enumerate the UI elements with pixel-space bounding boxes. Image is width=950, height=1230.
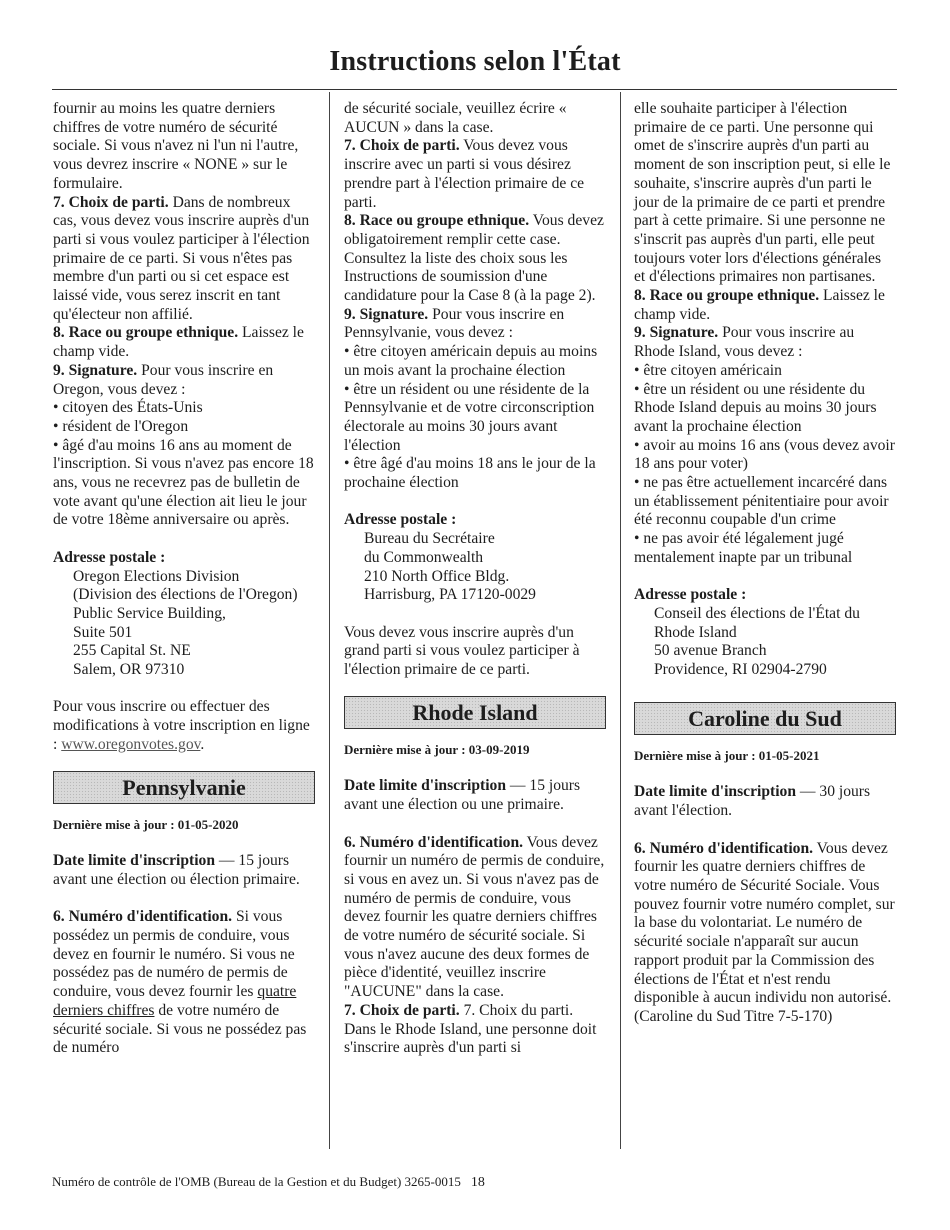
rhode-island-address: Conseil des élections de l'État du Rhode Island 50 avenue Branch Providence, RI 02904-2790 <box>654 604 860 679</box>
list-item: • résident de l'Oregon <box>53 417 189 435</box>
list-item: • ne pas avoir été légalement jugé mentalement inapte par un tribunal <box>634 530 853 566</box>
list-item: • être un résident ou une résidente du Rhode Island depuis au moins 30 jours avant la prochaine élection <box>634 380 877 435</box>
south-carolina-updated: Dernière mise à jour : 01-05-2021 <box>634 747 820 763</box>
list-item: • être un résident ou une résidente de la Pennsylvanie et de votre circonscription électorale au moins 30 jours avant l'élection <box>344 380 595 454</box>
list-item: • être citoyen américain <box>634 361 782 379</box>
page-footer <box>52 1174 485 1191</box>
pennsylvania-banner: Pennsylvanie <box>53 771 315 804</box>
column-1 <box>53 100 315 1058</box>
pennsylvania-signature: 9. Signature. Pour vous inscrire en Pennsylvanie, vous devez : <box>344 305 565 342</box>
pennsylvania-race: 8. Race ou groupe ethnique. Vous devez obligatoirement remplir cette case. Consultez la liste des choix sous les Instructions de soumission d'une candidature pour la Case 8 (à la page 2). <box>344 212 604 305</box>
column-divider-2 <box>620 92 621 1149</box>
pennsylvania-id: 6. Numéro d'identification. Si vous possédez un permis de conduire, vous devez en fournir le numéro. Si vous ne possédez pas de numéro de permis de conduire, vous devez fournir les quatre derniers chiffres de votre numéro de sécurité sociale. Si vous ne possédez pas de numéro <box>53 908 307 1057</box>
oregon-race: 8. Race ou groupe ethnique. Laissez le champ vide. <box>53 324 304 361</box>
rhode-island-signature: 9. Signature. Pour vous inscrire au Rhode Island, vous devez : <box>634 324 855 361</box>
address-label: Adresse postale : <box>53 548 166 566</box>
oregon-online: Pour vous inscrire ou effectuer des modifications à votre inscription en ligne : www.oregonvotes.gov. <box>53 698 310 753</box>
south-carolina-banner: Caroline du Sud <box>634 702 896 735</box>
column-2 <box>344 100 606 1058</box>
oregon-votes-link[interactable]: www.oregonvotes.gov <box>61 735 201 753</box>
oregon-signature: 9. Signature. Pour vous inscrire en Oregon, vous devez : <box>53 361 274 398</box>
rhode-island-deadline: Date limite d'inscription — 15 jours avant une élection ou une primaire. <box>344 777 581 814</box>
oregon-party-choice: 7. Choix de parti. Dans de nombreux cas, vous devez vous inscrire auprès d'un parti si vous voulez participer à l'élection primaire de ce parti. Si vous n'êtes pas membre d'un parti ou si cet espace est laissé vide, vous serez inscrit en tant qu'électeur non affilié. <box>53 193 310 323</box>
south-carolina-deadline: Date limite d'inscription — 30 jours avant l'élection. <box>634 783 871 820</box>
list-item: • âgé d'au moins 16 ans au moment de l'inscription. Si vous n'avez pas encore 18 ans, vous ne recevrez pas de bulletin de vote avant qu'une élection ait lieu le jour de votre 18ème anniversaire ou après. <box>53 436 314 529</box>
omb-control-number: Numéro de contrôle de l'OMB (Bureau de la Gestion et du Budget) 3265-0015 <box>52 1174 461 1189</box>
rhode-island-party-cont: elle souhaite participer à l'élection primaire de ce parti. Une personne qui omet de s'inscrire auprès d'un parti au moment de son inscription peut, si elle le souhaite, s'inscrire auprès d'un parti le jour de la primaire de ce parti et prendre part à cette primaire. Si une personne ne s'inscrit pas auprès d'un parti, elle peut toujours voter lors d'élections générales et d'élections primaires non partisanes. <box>634 100 891 286</box>
pennsylvania-party-choice: 7. Choix de parti. Vous devez vous inscrire avec un parti si vous désirez prendre part à l'élection primaire de ce parti. <box>344 137 585 211</box>
rhode-island-race: 8. Race ou groupe ethnique. Laissez le champ vide. <box>634 287 885 323</box>
title-rule <box>52 89 897 90</box>
oregon-address: Oregon Elections Division (Division des élections de l'Oregon) Public Service Building, Suite 501 255 Capital St. NE Salem, OR 97310 <box>73 567 298 679</box>
pennsylvania-major-party: Vous devez vous inscrire auprès d'un grand parti si vous voulez participer à l'élection primaire de ce parti. <box>344 623 580 679</box>
page-title: Instructions selon l'État <box>329 46 621 77</box>
column-divider-1 <box>329 92 330 1149</box>
rhode-island-id: 6. Numéro d'identification. Vous devez fournir un numéro de permis de conduire, si vous en avez un. Si vous n'avez pas de numéro de permis de conduire, vous devez fournir les quatre derniers chiffres de votre numéro de sécurité sociale. Si vous n'avez aucune des deux formes de pièce d'identité, veuillez inscrire "AUCUNE" dans la case. <box>344 833 605 1001</box>
list-item: • ne pas être actuellement incarcéré dans un établissement pénitentiaire pour avoir été reconnu coupable d'un crime <box>634 474 889 529</box>
list-item: • être âgé d'au moins 18 ans le jour de la prochaine élection <box>344 455 596 492</box>
column-3 <box>634 100 896 1027</box>
pennsylvania-address: Bureau du Secrétaire du Commonwealth 210 North Office Bldg. Harrisburg, PA 17120-0029 <box>364 530 536 604</box>
pennsylvania-updated: Dernière mise à jour : 01-05-2020 <box>53 816 239 832</box>
address-label: Adresse postale : <box>634 586 747 604</box>
pennsylvania-deadline: Date limite d'inscription — 15 jours avant une élection ou élection primaire. <box>53 852 300 888</box>
rhode-island-updated: Dernière mise à jour : 03-09-2019 <box>344 741 530 757</box>
rhode-island-party-choice: 7. Choix de parti. 7. Choix du parti. Dans le Rhode Island, une personne doit s'inscrire auprès d'un parti si <box>344 1001 597 1057</box>
pennsylvania-id-cont: de sécurité sociale, veuillez écrire « AUCUN » dans la case. <box>344 100 567 136</box>
list-item: • citoyen des États-Unis <box>53 399 203 417</box>
oregon-intro: fournir au moins les quatre derniers chiffres de votre numéro de sécurité sociale. Si vous n'avez ni l'un ni l'autre, vous devrez inscrire « NONE » sur le formulaire. <box>53 100 299 192</box>
list-item: • avoir au moins 16 ans (vous devez avoir 18 ans pour voter) <box>634 436 895 473</box>
rhode-island-banner: Rhode Island <box>344 696 606 729</box>
address-label: Adresse postale : <box>344 511 457 529</box>
page-number: 18 <box>470 1175 485 1190</box>
south-carolina-id: 6. Numéro d'identification. Vous devez fournir les quatre derniers chiffres de votre numéro de Sécurité Sociale. Vous pouvez fournir votre numéro complet, sur la base du volontariat. Le numéro de sécurité sociale n'apparaît sur aucun rapport produit par la Commission des élections de l'État et n'est rendu disponible à aucun individu non autorisé. (Caroline du Sud Titre 7-5-170) <box>634 839 895 1025</box>
list-item: • être citoyen américain depuis au moins un mois avant la prochaine élection <box>344 343 598 379</box>
